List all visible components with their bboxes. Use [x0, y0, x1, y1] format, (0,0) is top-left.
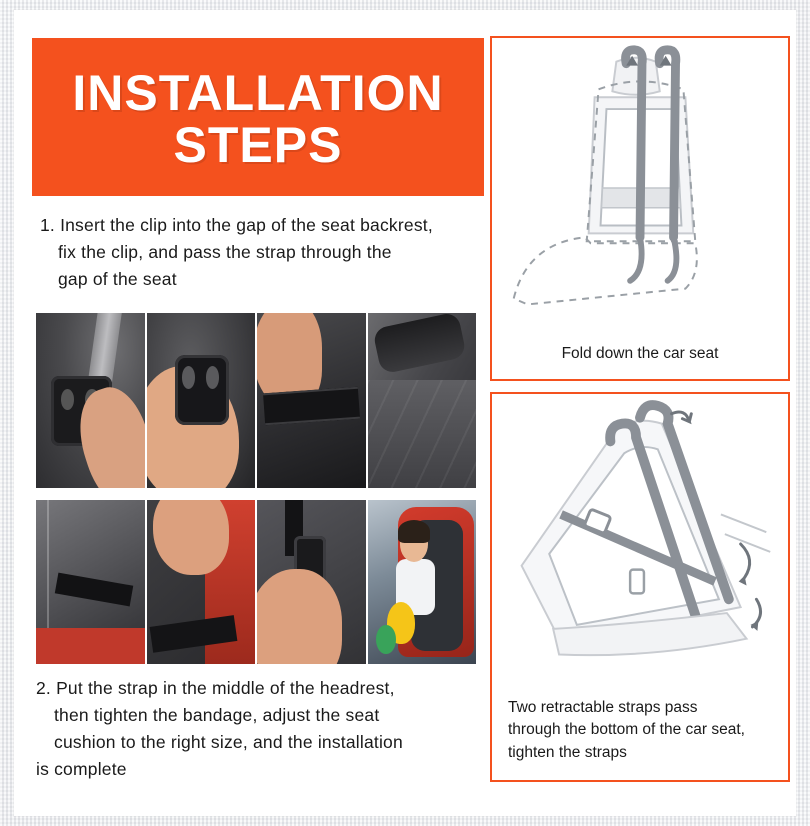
step-1-line-2: fix the clip, and pass the strap through the	[58, 242, 392, 263]
instruction-card	[14, 10, 796, 816]
child-hair-shape	[398, 520, 431, 543]
hand-shape	[257, 569, 342, 664]
photo-hand-adjusting-buckle	[257, 500, 366, 664]
seat-fabric-shape	[368, 380, 477, 489]
photo-seat-side-detail	[368, 313, 477, 488]
photo-strip-row-2	[36, 500, 476, 664]
diagram-caption-retractable-straps	[508, 697, 778, 764]
caption-line-1: Two retractable straps pass	[508, 698, 698, 716]
hand-shape	[153, 500, 229, 575]
step-1-line-1: 1. Insert the clip into the gap of the seat backrest,	[40, 215, 433, 235]
clip-shape	[175, 355, 229, 425]
photo-hand-holding-clip	[147, 313, 256, 488]
step-2-line-2: then tighten the bandage, adjust the seat	[54, 705, 380, 726]
photo-child-in-car-seat	[368, 500, 477, 664]
toy-ball-shape	[376, 625, 396, 655]
red-seat-edge	[36, 628, 145, 664]
step-2-number: 2.	[36, 678, 51, 698]
strap-shape	[54, 572, 132, 606]
photo-hand-pulling-strap	[147, 500, 256, 664]
step-2-line-3: cushion to the right size, and the installation	[54, 732, 403, 753]
caption-line-3: tighten the straps	[508, 743, 627, 761]
caption-line-2: through the bottom of the car seat,	[508, 721, 745, 739]
photo-strap-across-seat-back	[36, 500, 145, 664]
diagram-panel-fold-down	[490, 36, 790, 381]
page-title-line-1: INSTALLATION	[72, 64, 444, 121]
step-1-number: 1.	[40, 215, 55, 235]
diagram-caption-fold-down: Fold down the car seat	[561, 344, 719, 362]
step-2-line-4: is complete	[36, 759, 127, 780]
left-column	[22, 30, 474, 800]
photo-clip-at-seat-gap	[36, 313, 145, 488]
step-1-line-3: gap of the seat	[58, 269, 177, 290]
step-2-text	[36, 675, 482, 784]
strap-shape	[263, 387, 360, 425]
diagram-panel-retractable-straps	[490, 392, 790, 782]
step-2-line-1: 2. Put the strap in the middle of the headrest,	[36, 678, 395, 698]
title-banner	[32, 38, 484, 196]
headrest-roll-shape	[372, 313, 466, 374]
step-1-text	[40, 212, 480, 293]
photo-strip-row-1	[36, 313, 476, 488]
page-title-line-2: STEPS	[173, 117, 343, 173]
photo-strap-in-gap	[257, 313, 366, 488]
diagram-fold-down-illustration	[492, 38, 788, 379]
